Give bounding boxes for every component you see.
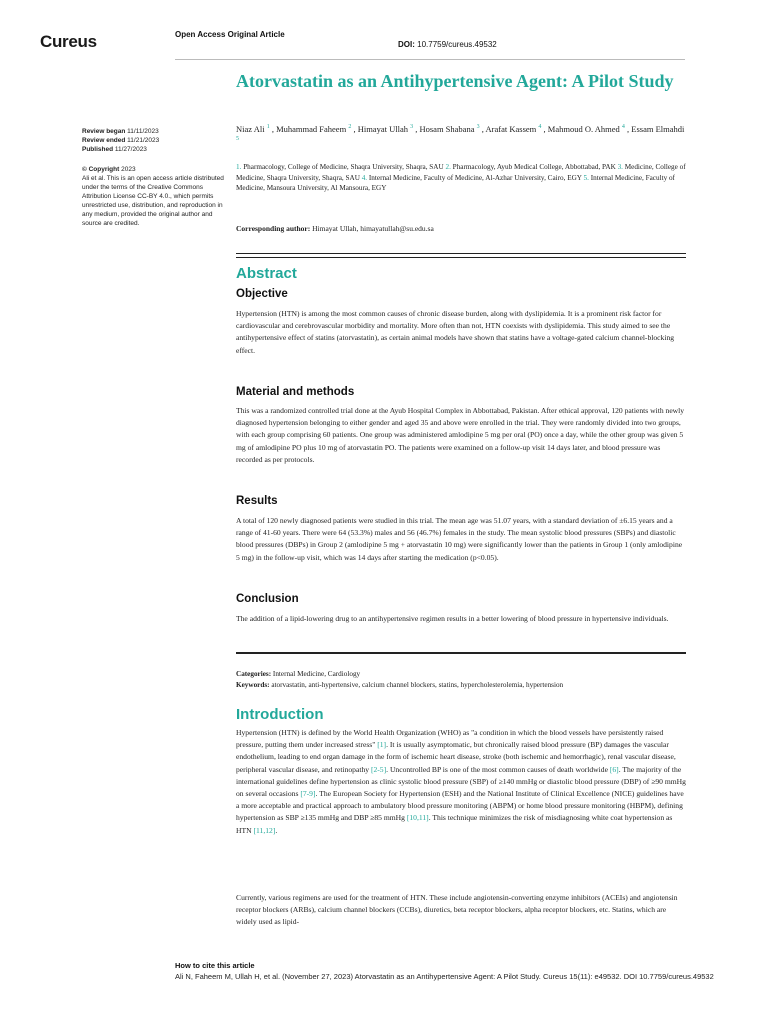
citation-link[interactable]: [7-9]: [300, 789, 316, 799]
citation-link[interactable]: [11,12]: [253, 825, 276, 835]
author-name: Hosam Shabana: [419, 124, 477, 134]
author-affiliation-ref[interactable]: 4: [621, 124, 625, 131]
paragraph-text: .: [275, 825, 278, 835]
affiliation-text: Pharmacology, Ayub Medical College, Abbottabad, PAK: [452, 163, 618, 171]
author-name: Mahmoud O. Ahmed: [547, 124, 622, 134]
citation-link[interactable]: [10,11]: [406, 813, 429, 823]
results-text: A total of 120 newly diagnosed patients were studied in this trial. The mean age was 51.07 years, with a standard deviation of ±6.15 years and a range of 41-60 years. There were 64 (53.3%) males and 56 (46.7%) females in the study. The mean systolic blood pressures (SBPs) and diastolic blood pressures (DBPs) in Group 2 (amlodipine 5 mg + atorvastatin 10 mg) were significantly lower than the patients in Group 1 (only amlodipine 5 mg) in the follow-up visit, which was 14 days after starting the medication (p<0.05).: [236, 516, 683, 562]
author-name: Muhammad Faheem: [276, 124, 349, 134]
review-ended: Review ended 11/21/2023: [82, 137, 160, 144]
access-type: Open Access Original Article: [175, 30, 285, 39]
methods-heading: Material and methods: [236, 386, 355, 398]
affiliation-text: Medicine, College of Medicine, Shaqra University, Shaqra, SAU: [236, 163, 686, 182]
citation-link[interactable]: [2-5]: [370, 764, 387, 774]
copyright-block: [82, 165, 232, 228]
paragraph-text: . The European Society for Hypertension (ESH) and the National Institute of Clinical Excellence (NICE) guidelines have a more acceptable and practical approach to ambulatory blood pressure monitoring (ABPM) or home blood pressure monitoring (HBPM), defining hypertension as SBP ≥135 mmHg and DBP ≥85 mmHg: [236, 789, 684, 823]
citation-link[interactable]: [1]: [377, 740, 387, 750]
conclusion-text: The addition of a lipid-lowering drug to an antihypertensive regimen results in a better lowering of blood pressure in hypertensive individuals.: [236, 614, 669, 623]
doi: [398, 40, 497, 49]
review-dates: [82, 127, 232, 154]
author-affiliation-ref[interactable]: 1: [266, 124, 270, 131]
paragraph-text: . It is usually asymptomatic, but chronically raised blood pressure (BP) damages the vascular endothelium, leading to end organ damage in the form of ischemic heart disease, stroke (both ischemic and hemorrhagic), renal vascular disease, peripheral vascular disease, and retinopathy: [236, 740, 676, 774]
affiliation-number: 5.: [583, 173, 591, 182]
introduction-paragraph: [236, 727, 686, 837]
review-began: Review began 11/11/2023: [82, 128, 159, 135]
affiliation-text: Internal Medicine, Faculty of Medicine, Mansoura University, Al Mansoura, EGY: [236, 173, 675, 192]
section-divider: [236, 652, 686, 654]
author-list: Niaz Ali $^1$ , Muhammad Faheem $^2$ , Himayat Ullah $^3$ , Hosam Shabana $^3$ , Arafat Kassem $^4$ , Mahmoud O. Ahmed $^4$ , Essam Elmahdi $^5$: [236, 124, 685, 143]
author-affiliation-ref[interactable]: 3: [410, 124, 414, 131]
affiliation-number: 2.: [445, 163, 453, 171]
categories: Categories: Internal Medicine, Cardiology: [236, 670, 361, 678]
paragraph-text: . The majority of the international guidelines define hypertension as clinic systolic blood pressure (SBP) of ≥140 mmHg or diastolic blood pressure (DBP) of ≥90 mmHg on several occasions: [236, 764, 686, 799]
author-name: Himayat Ullah: [357, 124, 411, 134]
objective-text: Hypertension (HTN) is among the most common causes of chronic disease burden, along with dyslipidemia. It is a prominent risk factor for cardiovascular and cerebrovascular morbidity and mortality. More often than not, HTN coexists with dyslipidemia. This study aimed to see the antihypertensive effect of statins (atorvastatin), as certain animal models have shown that statins have a voltage-gated calcium channel-blocking effect.: [236, 309, 675, 355]
author-affiliation-ref[interactable]: 3: [476, 124, 480, 131]
introduction-heading: Introduction: [236, 706, 324, 723]
author-name: Essam Elmahdi: [631, 124, 685, 134]
affiliations: [236, 162, 686, 194]
introduction-paragraph: Currently, various regimens are used for the treatment of HTN. These include angiotensin-converting enzyme inhibitors (ACEIs) and angiotensin receptor blockers (ARBs), calcium channel blockers (CCBs), diuretics, beta receptor blockers, alpha receptor blockers, etc. Statins, which are widely used as lipid-: [236, 893, 678, 927]
affiliation-number: 3.: [617, 163, 625, 171]
author-affiliation-ref[interactable]: 2: [348, 124, 352, 131]
article-title: Atorvastatin as an Antihypertensive Agent: A Pilot Study: [236, 71, 674, 91]
methods-text: This was a randomized controlled trial done at the Ayub Hospital Complex in Abbottabad, Pakistan. After ethical approval, 120 patients with newly diagnosed hypertension belonging to either gender and aged 35 and above were enrolled in the trial. They were randomly divided into two groups, with each group comprising 60 patients. One group was administered amlodipine 5 mg per oral (PO) once a day, while the other group was given 5 mg of amlodipine PO plus 10 mg of atorvastatin PO. The patients were examined on a follow-up visit 14 days later, and blood pressure was recorded as per protocols.: [236, 406, 685, 464]
author-name: Niaz Ali: [236, 124, 267, 134]
affiliation-text: Internal Medicine, Faculty of Medicine, Al-Azhar University, Cairo, EGY: [368, 173, 584, 182]
published-date: Published 11/27/2023: [82, 146, 147, 153]
abstract-heading: Abstract: [236, 265, 297, 282]
paragraph-text: . Uncontrolled BP is one of the most common causes of death worldwide: [386, 764, 610, 774]
author-affiliation-ref[interactable]: 4: [538, 124, 542, 131]
paragraph-text: Hypertension (HTN) is defined by the World Health Organization (WHO) as "a condition in which the blood vessels have persistently raised pressure, putting them under increased stress": [236, 728, 664, 750]
affiliation-number: 4.: [361, 173, 369, 182]
paragraph-text: . This technique minimizes the risk of misdiagnosing white coat hypertension as HTN: [236, 813, 673, 835]
results-heading: Results: [236, 495, 278, 507]
conclusion-heading: Conclusion: [236, 593, 299, 605]
keywords: Keywords: atorvastatin, anti-hypertensive, calcium channel blockers, statins, hypercholesterolemia, hypertension: [236, 681, 564, 689]
how-to-cite-heading: How to cite this article: [175, 961, 255, 970]
how-to-cite-text: Ali N, Faheem M, Ullah H, et al. (November 27, 2023) Atorvastatin as an Antihypertensive Agent: A Pilot Study. Cureus 15(11): e49532. DOI 10.7759/cureus.49532: [175, 972, 714, 981]
corresponding-author: Corresponding author: Himayat Ullah, himayatullah@su.edu.sa: [236, 224, 434, 233]
journal-logo: Cureus: [40, 32, 97, 51]
author-name: Arafat Kassem: [485, 124, 539, 134]
citation-link[interactable]: [6]: [609, 764, 619, 774]
affiliation-text: Pharmacology, College of Medicine, Shaqra University, Shaqra, SAU: [243, 163, 446, 171]
doi-label: DOI:: [398, 40, 415, 49]
doi-value[interactable]: 10.7759/cureus.49532: [417, 40, 497, 49]
author-affiliation-ref[interactable]: 5: [236, 136, 239, 143]
copyright: © Copyright 2023: [82, 166, 136, 173]
objective-heading: Objective: [236, 288, 288, 300]
license-text: Ali et al. This is an open access article distributed under the terms of the Creative Commons Attribution License CC-BY 4.0., which permits unrestricted use, distribution, and reproduction in any medium, provided the original author and source are credited.: [82, 175, 224, 227]
header-divider: [175, 59, 685, 60]
affiliation-number: 1.: [236, 163, 244, 171]
section-divider: [236, 253, 686, 258]
